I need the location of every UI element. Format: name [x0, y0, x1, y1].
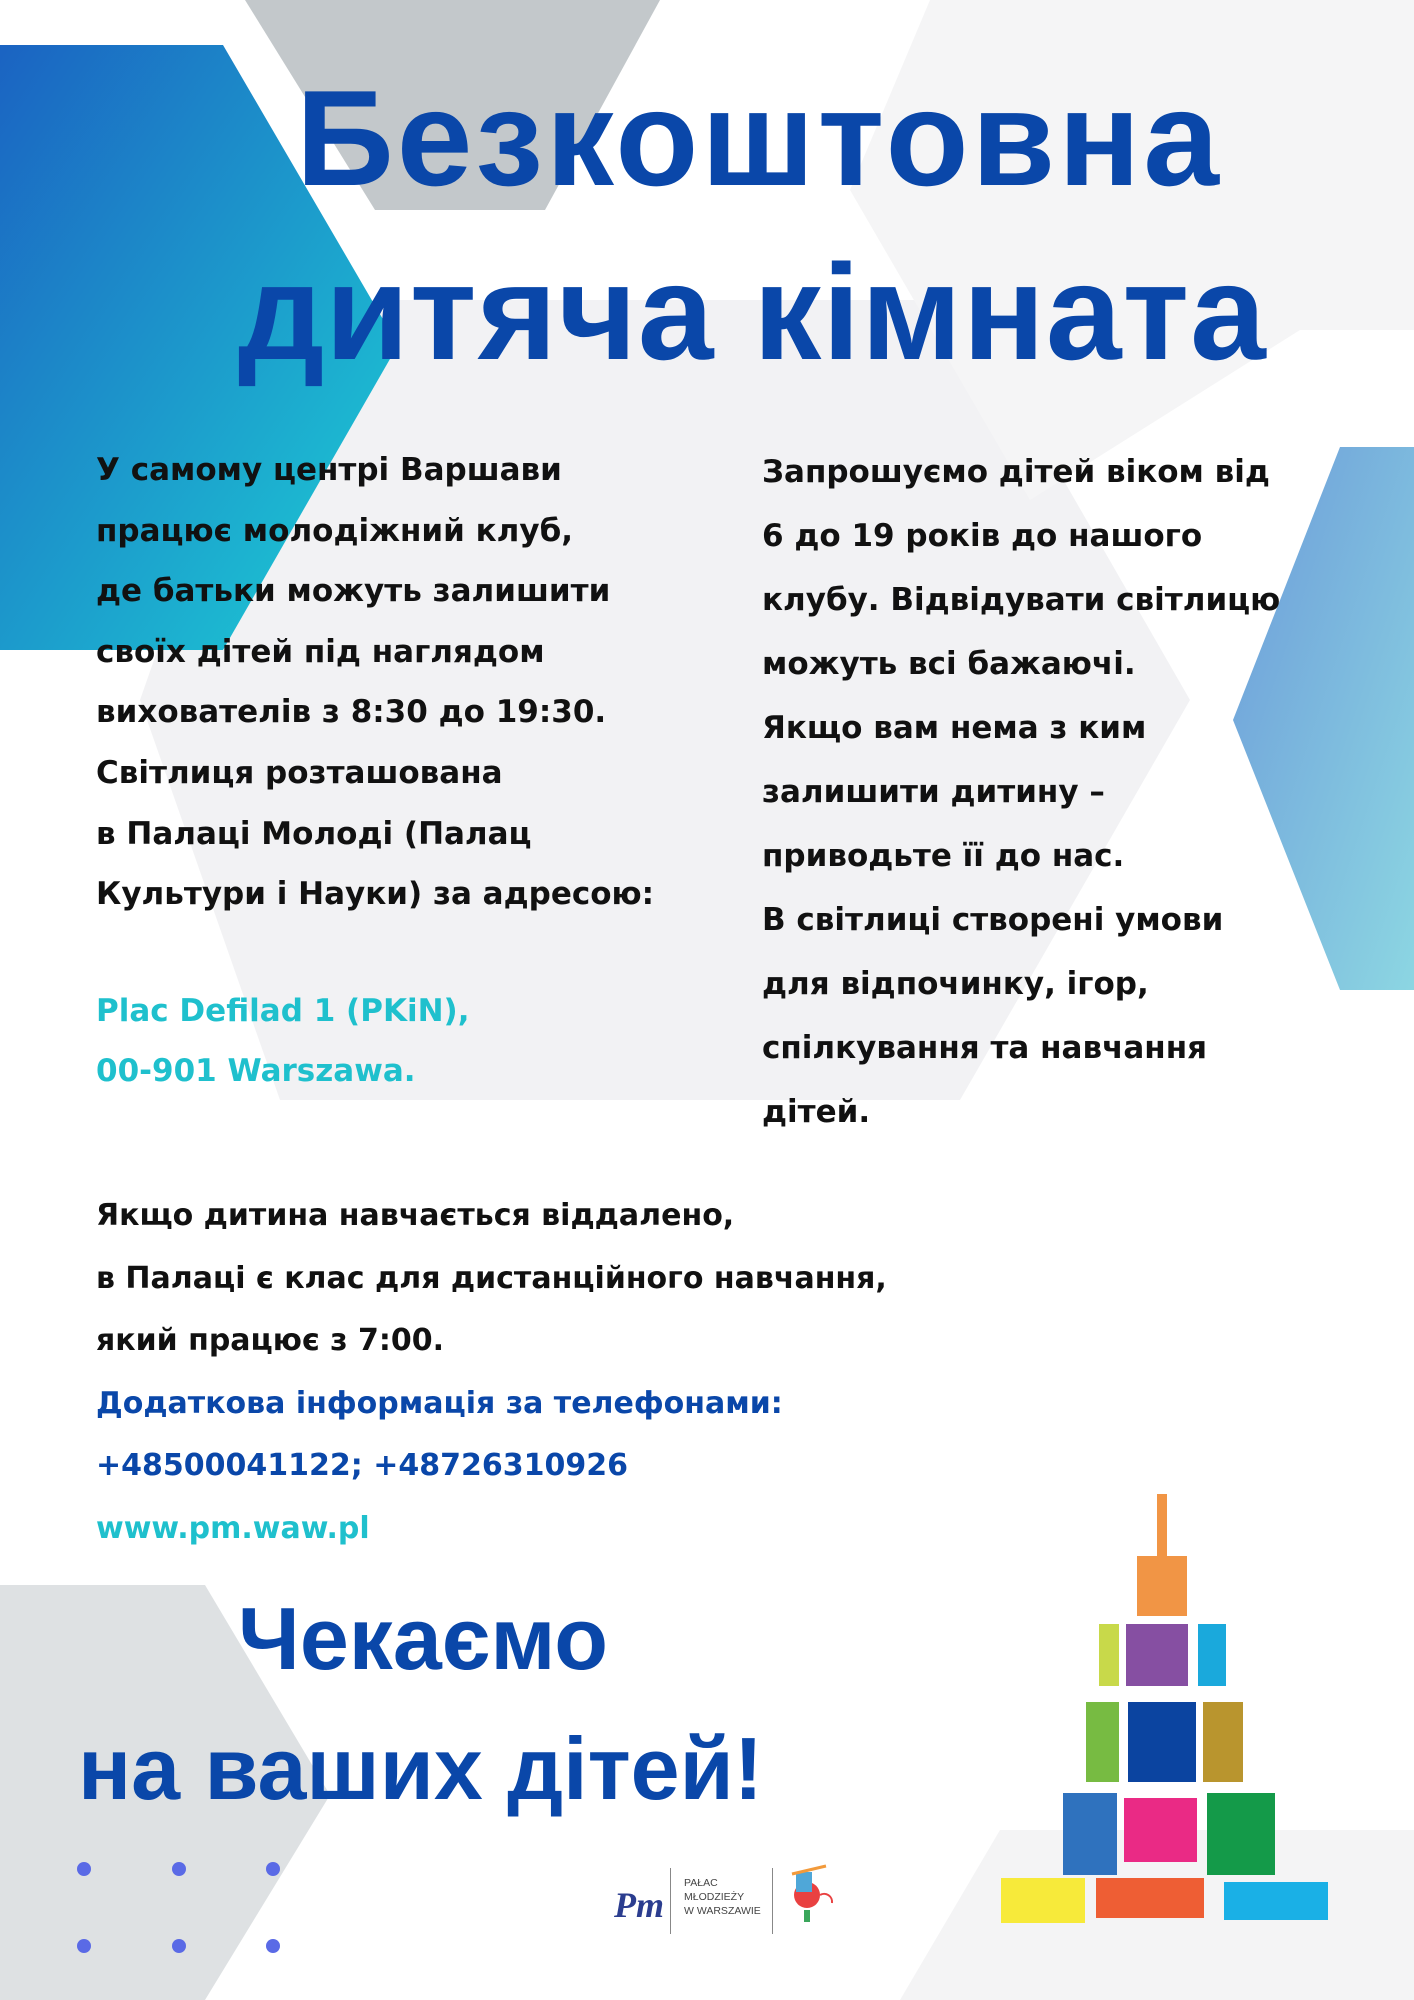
paragraph-line: можуть всі бажаючі.: [762, 646, 1136, 682]
paragraph-line: для відпочинку, ігор,: [762, 966, 1149, 1002]
right-column-text: [762, 440, 1280, 1144]
logo-divider: [772, 1868, 773, 1934]
logo-divider: [670, 1868, 671, 1934]
pm-logo-mark: Pm: [614, 1885, 664, 1925]
website-link[interactable]: www.pm.waw.pl: [96, 1510, 370, 1546]
paragraph-line: Запрошуємо дітей віком від: [762, 454, 1270, 490]
remote-learning-line-2: в Палаці є клас для дистанційного навчання,: [96, 1260, 887, 1296]
dot-decoration: [266, 1862, 280, 1876]
slogan-line-1: Чекаємо: [238, 1589, 609, 1688]
paragraph-line: де батьки можуть залишити: [96, 573, 611, 610]
paragraph-line: 6 до 19 років до нашого: [762, 518, 1203, 554]
dot-decoration: [77, 1939, 91, 1953]
paragraph-line: спілкування та навчання: [762, 1030, 1208, 1066]
left-column-text: [96, 440, 654, 925]
paragraph-line: працює молодіжний клуб,: [96, 512, 573, 549]
dot-decoration: [77, 1862, 91, 1876]
phone-numbers[interactable]: +48500041122; +48726310926: [96, 1448, 628, 1483]
contact-label: Додаткова інформація за телефонами:: [96, 1385, 783, 1421]
slogan-line-2: на ваших дітей!: [78, 1719, 764, 1818]
dot-decoration: [172, 1939, 186, 1953]
paragraph-line: Світлиця розташована: [96, 754, 503, 791]
palace-youth-logo: [614, 1862, 854, 1940]
address-line-2: 00-901 Warszawa.: [96, 1053, 416, 1089]
dot-decoration: [172, 1862, 186, 1876]
paragraph-line: своїх дітей під наглядом: [96, 633, 545, 670]
title-line-2: дитяча кімната: [238, 236, 1267, 388]
paragraph-line: У самому центрі Варшави: [96, 452, 562, 488]
dot-decoration: [266, 1939, 280, 1953]
paragraph-line: залишити дитину –: [762, 774, 1105, 810]
pm-logo-text-line: MŁODZIEŻY: [684, 1891, 745, 1903]
paragraph-line: Якщо вам нема з ким: [762, 710, 1147, 746]
title-line-1: Безкоштовна: [296, 62, 1222, 214]
pm-logo-text: [684, 1876, 761, 1918]
remote-learning-line-3: який працює з 7:00.: [96, 1323, 445, 1358]
bottom-info: [96, 1185, 887, 1560]
paragraph-line: вихователів з 8:30 до 19:30.: [96, 694, 607, 731]
pm-logo-text-line: W WARSZAWIE: [684, 1905, 761, 1917]
paragraph-line: Культури і Науки) за адресою:: [96, 876, 655, 913]
paragraph-line: дітей.: [762, 1094, 871, 1130]
pm-logo-text-line: PAŁAC: [684, 1877, 718, 1889]
remote-learning-line-1: Якщо дитина навчається віддалено,: [96, 1198, 735, 1233]
address-line-1: Plac Defilad 1 (PKiN),: [96, 993, 470, 1029]
paragraph-line: клубу. Відвідувати світлицю: [762, 582, 1281, 618]
paragraph-line: в Палаці Молоді (Палац: [96, 815, 532, 852]
paragraph-line: В світлиці створені умови: [762, 902, 1224, 938]
paragraph-line: приводьте її до нас.: [762, 838, 1125, 874]
